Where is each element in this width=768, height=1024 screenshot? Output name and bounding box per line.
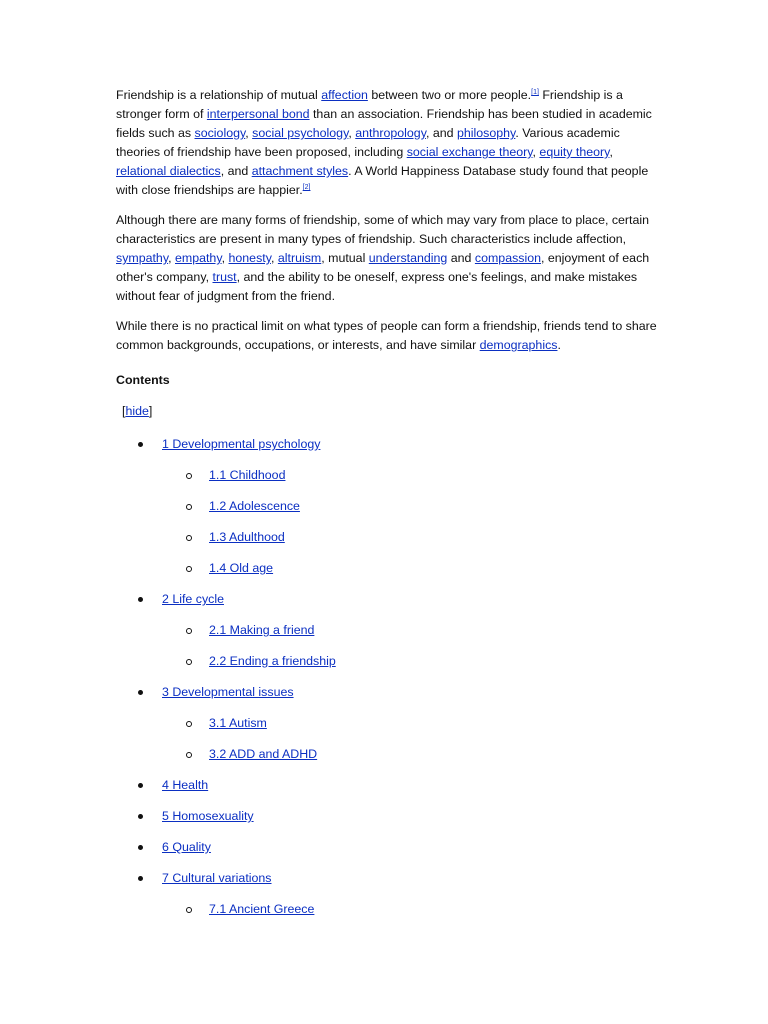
text-run: , xyxy=(348,126,356,140)
text-run: between two or more people. xyxy=(367,88,532,102)
toc-link[interactable]: 7.1 Ancient Greece xyxy=(209,902,315,916)
text-run: , and xyxy=(425,126,457,140)
toc-link[interactable]: 3.1 Autism xyxy=(209,716,267,730)
toc-link[interactable]: 5 Homosexuality xyxy=(162,809,254,823)
contents-title: Contents xyxy=(116,373,170,387)
text-run: and xyxy=(447,251,475,265)
bracket-close: ] xyxy=(148,404,153,418)
text-run: , xyxy=(532,145,540,159)
link-philosophy[interactable]: philosophy xyxy=(457,126,516,140)
toc-item xyxy=(116,714,658,733)
toc-item xyxy=(116,435,658,454)
text-run: Friendship is a stronger form of xyxy=(116,88,623,121)
bullet-disc-icon xyxy=(138,845,143,850)
bullet-disc-icon xyxy=(138,814,143,819)
toc-link[interactable]: 1 Developmental psychology xyxy=(162,437,321,451)
toc-link[interactable]: 1.1 Childhood xyxy=(209,468,286,482)
toc-item xyxy=(116,559,658,578)
paragraph-demographics xyxy=(116,317,658,355)
toc-link[interactable]: 1.4 Old age xyxy=(209,561,274,575)
link-sympathy[interactable]: sympathy xyxy=(116,251,169,265)
reference-2 xyxy=(303,184,311,191)
bullet-disc-icon xyxy=(138,690,143,695)
toc-link[interactable]: 1.3 Adulthood xyxy=(209,530,285,544)
text-run: . xyxy=(557,338,561,352)
toc-item xyxy=(116,683,658,702)
text-run: , and the ability to be oneself, express one's feelings, and make mistakes without fear of judgment from the friend. xyxy=(116,270,638,303)
text-run: than an association. Friendship has been studied in academic fields such as xyxy=(116,107,652,140)
text-run: , enjoyment of each other's company, xyxy=(116,251,650,284)
toc-item xyxy=(116,528,658,547)
link-honesty[interactable]: honesty xyxy=(228,251,271,265)
link-sociology[interactable]: sociology xyxy=(194,126,246,140)
hide-toc-link[interactable]: hide xyxy=(125,404,149,418)
toc-item xyxy=(116,652,658,671)
bullet-circle-icon xyxy=(186,721,192,727)
link-interpersonal-bond[interactable]: interpersonal bond xyxy=(206,107,310,121)
toc-item xyxy=(116,900,658,919)
toc-item xyxy=(116,807,658,826)
bullet-disc-icon xyxy=(138,783,143,788)
text-run: . Various academic theories of friendship have been proposed, including xyxy=(116,126,620,159)
reference-link-2[interactable]: [2] xyxy=(302,184,311,191)
text-run: , mutual xyxy=(321,251,369,265)
toc-item xyxy=(116,466,658,485)
bullet-circle-icon xyxy=(186,659,192,665)
link-trust[interactable]: trust xyxy=(212,270,237,284)
link-anthropology[interactable]: anthropology xyxy=(355,126,426,140)
paragraph-intro xyxy=(116,86,658,200)
toc-item xyxy=(116,745,658,764)
bullet-circle-icon xyxy=(186,473,192,479)
toc-link[interactable]: 1.2 Adolescence xyxy=(209,499,300,513)
toc-link[interactable]: 3.2 ADD and ADHD xyxy=(209,747,318,761)
toc-item xyxy=(116,776,658,795)
toc-item xyxy=(116,869,658,888)
text-run: While there is no practical limit on what types of people can form a friendship, friends tend to share common backgrounds, occupations, or interests, and have similar xyxy=(116,319,657,352)
toc-item xyxy=(116,590,658,609)
toc-item xyxy=(116,497,658,516)
toc-link[interactable]: 2 Life cycle xyxy=(162,592,224,606)
toc-link[interactable]: 4 Health xyxy=(162,778,209,792)
link-social-psychology[interactable]: social psychology xyxy=(252,126,349,140)
link-demographics[interactable]: demographics xyxy=(479,338,558,352)
toc-item xyxy=(116,838,658,857)
text-run: . A World Happiness Database study found that people with close friendships are happier. xyxy=(116,164,649,197)
link-relational-dialectics[interactable]: relational dialectics xyxy=(116,164,221,178)
toc-link[interactable]: 6 Quality xyxy=(162,840,211,854)
link-attachment-styles[interactable]: attachment styles xyxy=(251,164,349,178)
paragraph-characteristics xyxy=(116,211,658,306)
text-run: Friendship is a relationship of mutual xyxy=(116,88,322,102)
text-run: , xyxy=(609,145,613,159)
link-empathy[interactable]: empathy xyxy=(175,251,222,265)
bullet-circle-icon xyxy=(186,907,192,913)
link-affection[interactable]: affection xyxy=(321,88,368,102)
contents-toggle xyxy=(122,404,658,423)
text-run: , and xyxy=(220,164,252,178)
bullet-circle-icon xyxy=(186,566,192,572)
link-understanding[interactable]: understanding xyxy=(368,251,448,265)
bullet-disc-icon xyxy=(138,876,143,881)
toc-link[interactable]: 3 Developmental issues xyxy=(162,685,294,699)
reference-link-1[interactable]: [1] xyxy=(531,89,539,96)
text-run: Although there are many forms of friendship, some of which may vary from place to place, certain characteristics are present in many types of friendship. Such characteristics include affection, xyxy=(116,213,650,246)
text-run: , xyxy=(245,126,253,140)
text-run: , xyxy=(270,251,278,265)
toc-link[interactable]: 2.2 Ending a friendship xyxy=(209,654,336,668)
bullet-disc-icon xyxy=(138,442,143,447)
link-compassion[interactable]: compassion xyxy=(474,251,542,265)
text-run: , xyxy=(221,251,229,265)
bullet-disc-icon xyxy=(138,597,143,602)
table-of-contents xyxy=(116,435,658,919)
bullet-circle-icon xyxy=(186,504,192,510)
bullet-circle-icon xyxy=(186,752,192,758)
bullet-circle-icon xyxy=(186,535,192,541)
link-equity-theory[interactable]: equity theory xyxy=(539,145,610,159)
bracket-open: [ xyxy=(122,404,126,418)
toc-link[interactable]: 2.1 Making a friend xyxy=(209,623,315,637)
toc-item xyxy=(116,621,658,640)
text-run: , xyxy=(168,251,175,265)
link-social-exchange-theory[interactable]: social exchange theory xyxy=(406,145,533,159)
toc-link[interactable]: 7 Cultural variations xyxy=(162,871,272,885)
bullet-circle-icon xyxy=(186,628,192,634)
reference-1 xyxy=(531,89,539,96)
link-altruism[interactable]: altruism xyxy=(277,251,322,265)
